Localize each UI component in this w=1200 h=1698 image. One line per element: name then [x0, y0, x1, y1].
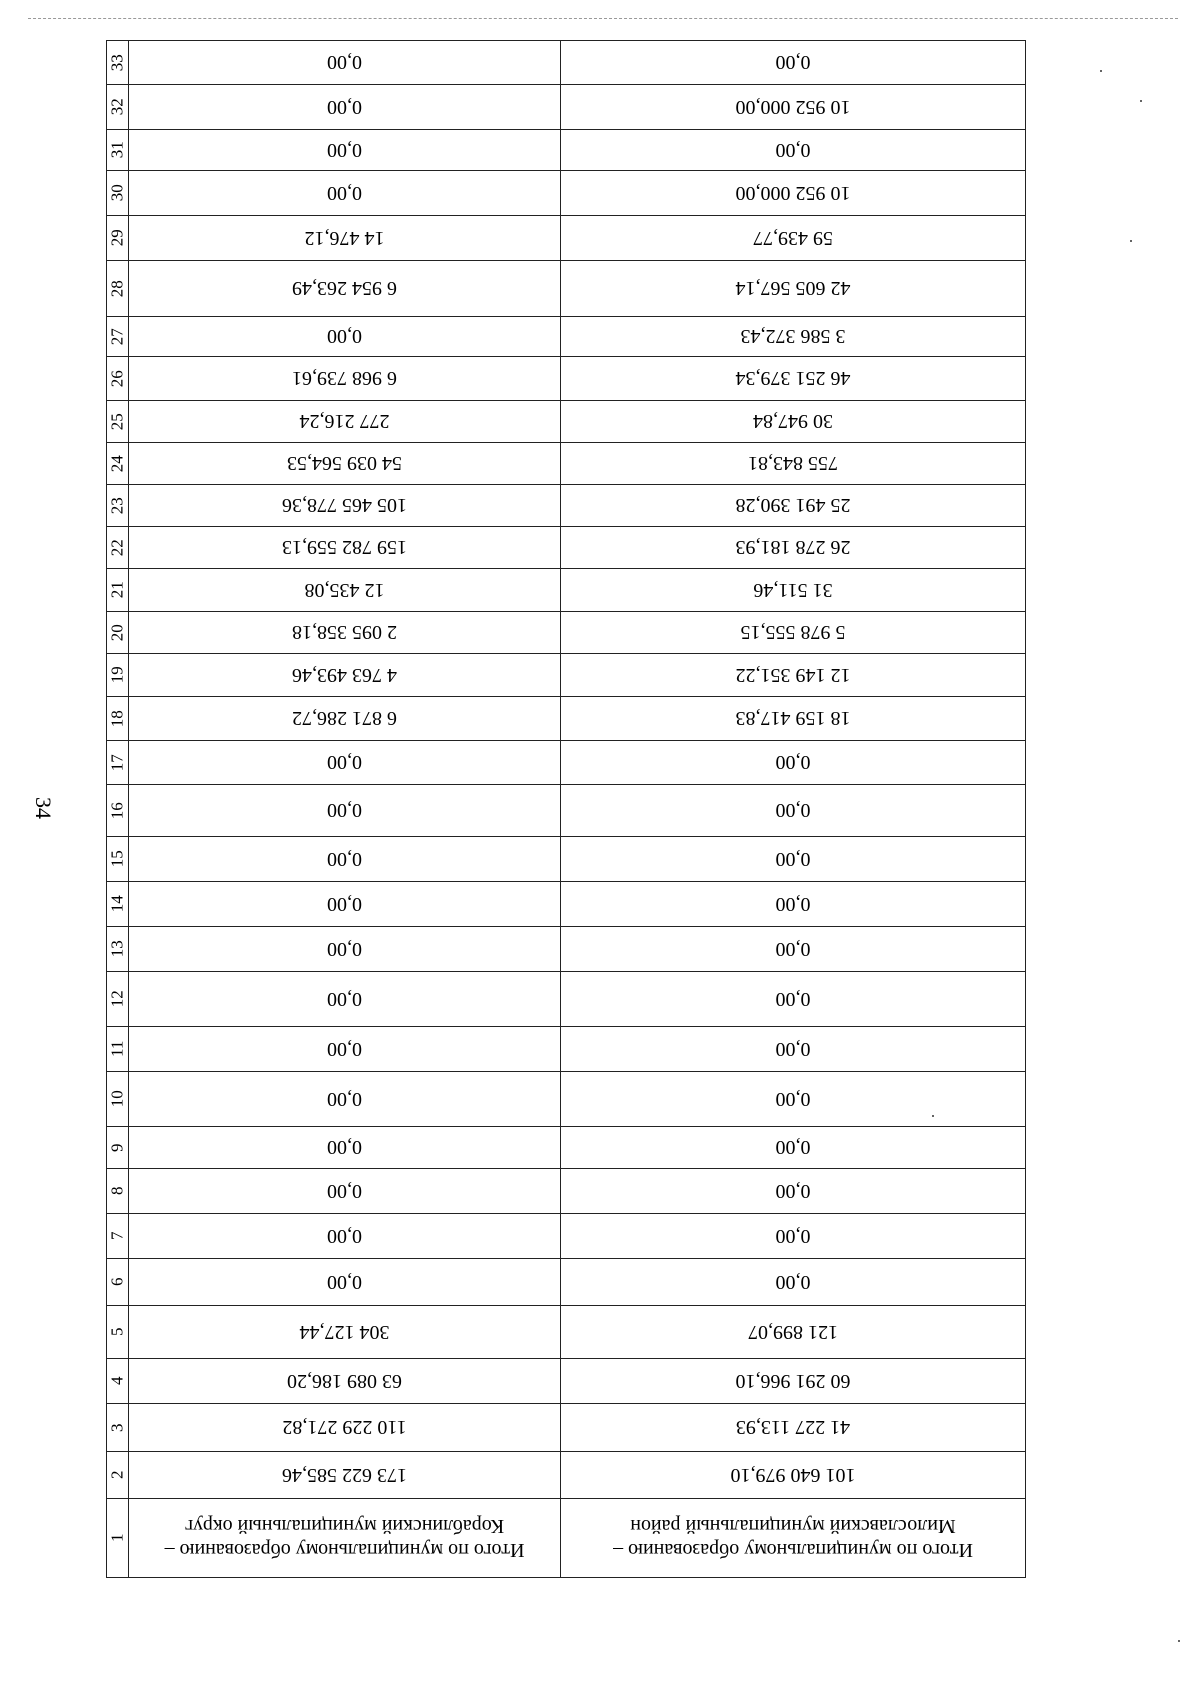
cell-row-number [106, 881, 128, 926]
cell-milosl-text: 60 291 966,10 [735, 1370, 851, 1392]
cell-row-number-text: 33 [107, 54, 127, 72]
table-row [106, 971, 1026, 1026]
cell-row-number [106, 260, 128, 316]
data-table [106, 38, 1026, 1578]
table-row [106, 316, 1026, 356]
cell-milosl [560, 971, 1026, 1026]
cell-row-number-text: 14 [107, 895, 127, 913]
cell-korabl-text: 0,00 [327, 893, 362, 915]
cell-korabl [128, 881, 560, 926]
cell-korabl [128, 215, 560, 260]
table-row [106, 1168, 1026, 1213]
scan-speck [1140, 100, 1142, 102]
scan-top-border [28, 18, 1178, 19]
cell-row-number-text: 31 [107, 141, 127, 159]
cell-row-number-text: 26 [107, 370, 127, 388]
cell-korabl [128, 568, 560, 611]
cell-korabl-text: 0,00 [327, 182, 362, 204]
cell-row-number-text: 25 [107, 413, 127, 431]
cell-row-number [106, 568, 128, 611]
cell-korabl-text: 0,00 [327, 1038, 362, 1060]
table-row [106, 1403, 1026, 1451]
cell-row-number-text: 7 [107, 1231, 127, 1241]
cell-milosl-text: 41 227 113,93 [735, 1416, 851, 1439]
cell-row-number [106, 653, 128, 696]
table-row [106, 356, 1026, 400]
cell-milosl [560, 40, 1026, 84]
cell-milosl [560, 316, 1026, 356]
table-row [106, 1358, 1026, 1403]
cell-row-number [106, 316, 128, 356]
cell-milosl [560, 1403, 1026, 1451]
cell-milosl-text: 0,00 [775, 1136, 811, 1159]
scan-speck [932, 1115, 934, 1117]
cell-korabl [128, 611, 560, 653]
cell-korabl-text: 6 871 286,72 [292, 707, 397, 730]
table-row [106, 260, 1026, 316]
cell-milosl-text: 101 640 979,10 [730, 1464, 856, 1486]
cell-korabl-text: 6 968 739,61 [292, 367, 397, 390]
cell-korabl-text: 0,00 [327, 848, 362, 870]
cell-milosl [560, 836, 1026, 881]
table-row [106, 400, 1026, 442]
cell-row-number-text: 28 [107, 280, 127, 298]
cell-row-number [106, 1358, 128, 1403]
cell-row-number-text: 18 [107, 710, 127, 728]
cell-row-number [106, 356, 128, 400]
cell-korabl-text: 105 465 778,36 [282, 494, 407, 517]
cell-milosl [560, 215, 1026, 260]
cell-milosl-text: 30 947,84 [753, 410, 833, 433]
cell-milosl [560, 1498, 1026, 1578]
cell-korabl-text: 0,00 [327, 1225, 362, 1247]
cell-row-number-text: 27 [107, 328, 127, 346]
cell-korabl-text: 0,00 [327, 938, 362, 960]
cell-row-number-text: 30 [107, 184, 127, 202]
cell-korabl-text: 0,00 [327, 1180, 362, 1202]
cell-milosl-text: 59 439,77 [753, 227, 833, 249]
cell-milosl [560, 1213, 1026, 1258]
cell-row-number-text: 4 [107, 1376, 127, 1386]
cell-korabl [128, 526, 560, 568]
cell-korabl [128, 400, 560, 442]
cell-korabl [128, 84, 560, 129]
table-row [106, 696, 1026, 740]
table-row [106, 740, 1026, 784]
cell-milosl [560, 170, 1026, 215]
cell-korabl [128, 1213, 560, 1258]
cell-milosl-text: 12 149 351,22 [735, 664, 851, 686]
table-row [106, 1071, 1026, 1126]
cell-milosl [560, 653, 1026, 696]
cell-row-number-text: 24 [107, 455, 127, 473]
cell-row-number-text: 2 [107, 1470, 127, 1480]
cell-row-number-text: 22 [107, 539, 127, 557]
cell-korabl-text: 304 127,44 [299, 1321, 390, 1343]
cell-korabl-text: 0,00 [327, 1088, 362, 1110]
cell-korabl [128, 170, 560, 215]
cell-row-number [106, 1258, 128, 1305]
table-row [106, 1451, 1026, 1498]
cell-milosl [560, 1451, 1026, 1498]
cell-milosl [560, 442, 1026, 484]
cell-milosl [560, 1071, 1026, 1126]
cell-milosl-text: Итого по муниципальному образованию – Милославский муниципальный район [613, 1515, 973, 1561]
cell-korabl [128, 1498, 560, 1578]
cell-korabl-text: 6 954 263,49 [292, 277, 397, 300]
cell-row-number-text: 12 [107, 990, 127, 1008]
cell-milosl [560, 881, 1026, 926]
cell-korabl [128, 1358, 560, 1403]
cell-korabl [128, 1071, 560, 1126]
cell-milosl [560, 400, 1026, 442]
cell-row-number [106, 129, 128, 170]
cell-row-number [106, 40, 128, 84]
cell-row-number-text: 32 [107, 98, 127, 116]
cell-korabl [128, 740, 560, 784]
cell-korabl [128, 1258, 560, 1305]
cell-row-number [106, 1026, 128, 1071]
table-row [106, 568, 1026, 611]
cell-korabl-text: 0,00 [327, 51, 362, 74]
cell-milosl [560, 568, 1026, 611]
cell-row-number [106, 215, 128, 260]
table-row [106, 784, 1026, 836]
cell-korabl-text: 0,00 [327, 751, 362, 774]
cell-row-number [106, 84, 128, 129]
cell-row-number [106, 926, 128, 971]
table-row [106, 215, 1026, 260]
cell-milosl [560, 926, 1026, 971]
table-row [106, 926, 1026, 971]
cell-milosl-text: 0,00 [775, 139, 811, 161]
cell-row-number-text: 8 [107, 1186, 127, 1196]
cell-korabl-text: 2 095 358,18 [292, 621, 397, 644]
cell-row-number-text: 17 [107, 754, 127, 772]
cell-row-number-text: 1 [107, 1533, 127, 1543]
cell-milosl-text: 0,00 [775, 51, 811, 74]
cell-row-number [106, 1451, 128, 1498]
cell-milosl-text: 46 251 379,34 [735, 367, 851, 390]
cell-korabl-text: 0,00 [327, 988, 362, 1010]
cell-korabl-text: 0,00 [327, 799, 362, 822]
scan-speck [1130, 240, 1132, 242]
cell-korabl [128, 1026, 560, 1071]
cell-milosl-text: 0,00 [775, 1180, 811, 1202]
cell-korabl-text: 54 039 564,53 [287, 452, 402, 475]
cell-korabl [128, 442, 560, 484]
cell-milosl [560, 611, 1026, 653]
cell-row-number [106, 836, 128, 881]
cell-milosl-text: 18 159 417,83 [735, 707, 851, 730]
cell-korabl [128, 836, 560, 881]
cell-row-number-text: 23 [107, 497, 127, 515]
cell-row-number-text: 10 [107, 1090, 127, 1108]
cell-row-number [106, 971, 128, 1026]
cell-row-number-text: 16 [107, 802, 127, 820]
cell-milosl-text: 25 491 390,28 [735, 494, 851, 517]
table-row [106, 129, 1026, 170]
cell-milosl-text: 5 978 555,15 [740, 621, 846, 644]
cell-row-number [106, 442, 128, 484]
table-row [106, 1026, 1026, 1071]
cell-milosl [560, 784, 1026, 836]
cell-milosl-text: 0,00 [775, 1038, 811, 1060]
table-row [106, 40, 1026, 84]
cell-milosl [560, 84, 1026, 129]
cell-milosl [560, 1305, 1026, 1358]
cell-korabl [128, 129, 560, 170]
cell-korabl-text: 159 782 559,13 [282, 536, 407, 559]
cell-row-number [106, 784, 128, 836]
cell-milosl [560, 484, 1026, 526]
scan-speck [1100, 70, 1102, 72]
table-row [106, 881, 1026, 926]
cell-row-number [106, 611, 128, 653]
cell-milosl-text: 121 899,07 [748, 1321, 838, 1343]
cell-korabl [128, 1305, 560, 1358]
cell-milosl-text: 3 586 372,43 [740, 325, 846, 348]
cell-milosl-text: 0,00 [775, 799, 811, 822]
table-row [106, 611, 1026, 653]
cell-row-number [106, 1126, 128, 1168]
cell-korabl [128, 971, 560, 1026]
table-row [106, 653, 1026, 696]
cell-milosl [560, 1258, 1026, 1305]
cell-row-number-text: 6 [107, 1277, 127, 1287]
table-row [106, 484, 1026, 526]
cell-row-number [106, 1168, 128, 1213]
cell-milosl [560, 1358, 1026, 1403]
cell-korabl [128, 926, 560, 971]
cell-row-number-text: 13 [107, 940, 127, 958]
scan-speck [1178, 1640, 1180, 1642]
cell-korabl-text: 0,00 [327, 1271, 362, 1293]
cell-korabl-text: 110 229 271,82 [282, 1416, 407, 1439]
cell-korabl [128, 356, 560, 400]
cell-korabl-text: 0,00 [327, 1136, 362, 1159]
cell-korabl-text: 12 435,08 [304, 579, 385, 601]
cell-row-number-text: 21 [107, 581, 127, 599]
cell-milosl-text: 10 952 000,00 [735, 182, 851, 204]
cell-korabl-text: 0,00 [327, 325, 362, 348]
cell-row-number-text: 20 [107, 624, 127, 642]
cell-row-number [106, 170, 128, 215]
table-row [106, 170, 1026, 215]
table-row [106, 526, 1026, 568]
cell-korabl-text: 14 476,12 [304, 227, 385, 249]
table-row [106, 836, 1026, 881]
table-row [106, 1126, 1026, 1168]
cell-milosl [560, 1168, 1026, 1213]
cell-milosl [560, 740, 1026, 784]
cell-korabl [128, 260, 560, 316]
cell-row-number [106, 740, 128, 784]
cell-row-number [106, 1213, 128, 1258]
table-row [106, 442, 1026, 484]
cell-milosl-text: 755 843,81 [748, 452, 838, 475]
table-row [106, 84, 1026, 129]
table-row [106, 1498, 1026, 1578]
cell-korabl [128, 696, 560, 740]
cell-row-number-text: 19 [107, 666, 127, 684]
cell-milosl [560, 356, 1026, 400]
table-row [106, 1213, 1026, 1258]
cell-korabl [128, 1126, 560, 1168]
cell-row-number [106, 1403, 128, 1451]
cell-milosl-text: 0,00 [775, 1271, 811, 1293]
cell-row-number [106, 400, 128, 442]
cell-korabl-text: 0,00 [327, 96, 362, 118]
cell-milosl [560, 696, 1026, 740]
table-row [106, 1258, 1026, 1305]
cell-korabl [128, 1403, 560, 1451]
cell-milosl-text: 0,00 [775, 893, 811, 915]
cell-milosl-text: 0,00 [775, 938, 811, 960]
cell-milosl-text: 42 605 567,14 [735, 277, 851, 300]
cell-korabl-text: Итого по муниципальному образованию – Кораблинский муниципальный округ [164, 1515, 525, 1561]
cell-row-number [106, 1071, 128, 1126]
cell-korabl-text: 63 089 186,20 [287, 1370, 402, 1392]
cell-milosl [560, 1026, 1026, 1071]
page-number: 34 [31, 797, 56, 819]
cell-row-number-text: 9 [107, 1143, 127, 1152]
cell-row-number [106, 526, 128, 568]
cell-row-number-text: 3 [107, 1423, 127, 1432]
cell-milosl-text: 26 278 181,93 [735, 536, 851, 559]
cell-korabl [128, 484, 560, 526]
cell-korabl [128, 1451, 560, 1498]
cell-milosl [560, 1126, 1026, 1168]
cell-korabl [128, 653, 560, 696]
cell-row-number [106, 1498, 128, 1578]
cell-milosl [560, 129, 1026, 170]
cell-korabl [128, 316, 560, 356]
cell-korabl-text: 173 622 585,46 [282, 1464, 407, 1486]
cell-korabl-text: 0,00 [327, 139, 362, 161]
cell-row-number [106, 484, 128, 526]
cell-row-number-text: 11 [107, 1040, 127, 1058]
table-row [106, 1305, 1026, 1358]
cell-row-number-text: 15 [107, 850, 127, 868]
cell-milosl-text: 0,00 [775, 848, 811, 870]
cell-row-number [106, 696, 128, 740]
cell-milosl-text: 0,00 [775, 988, 811, 1010]
cell-row-number [106, 1305, 128, 1358]
cell-milosl-text: 0,00 [775, 751, 811, 774]
cell-korabl-text: 277 216,24 [299, 410, 390, 433]
cell-milosl [560, 526, 1026, 568]
cell-row-number-text: 29 [107, 229, 127, 247]
cell-milosl-text: 31 511,46 [753, 579, 833, 601]
cell-korabl [128, 40, 560, 84]
cell-milosl-text: 10 952 000,00 [735, 96, 851, 118]
data-table-rotated [106, 38, 1026, 1578]
cell-korabl [128, 1168, 560, 1213]
cell-korabl [128, 784, 560, 836]
cell-row-number-text: 5 [107, 1327, 127, 1337]
cell-milosl-text: 0,00 [775, 1225, 811, 1247]
cell-milosl [560, 260, 1026, 316]
cell-korabl-text: 4 763 493,46 [292, 664, 397, 686]
cell-milosl-text: 0,00 [775, 1088, 811, 1110]
